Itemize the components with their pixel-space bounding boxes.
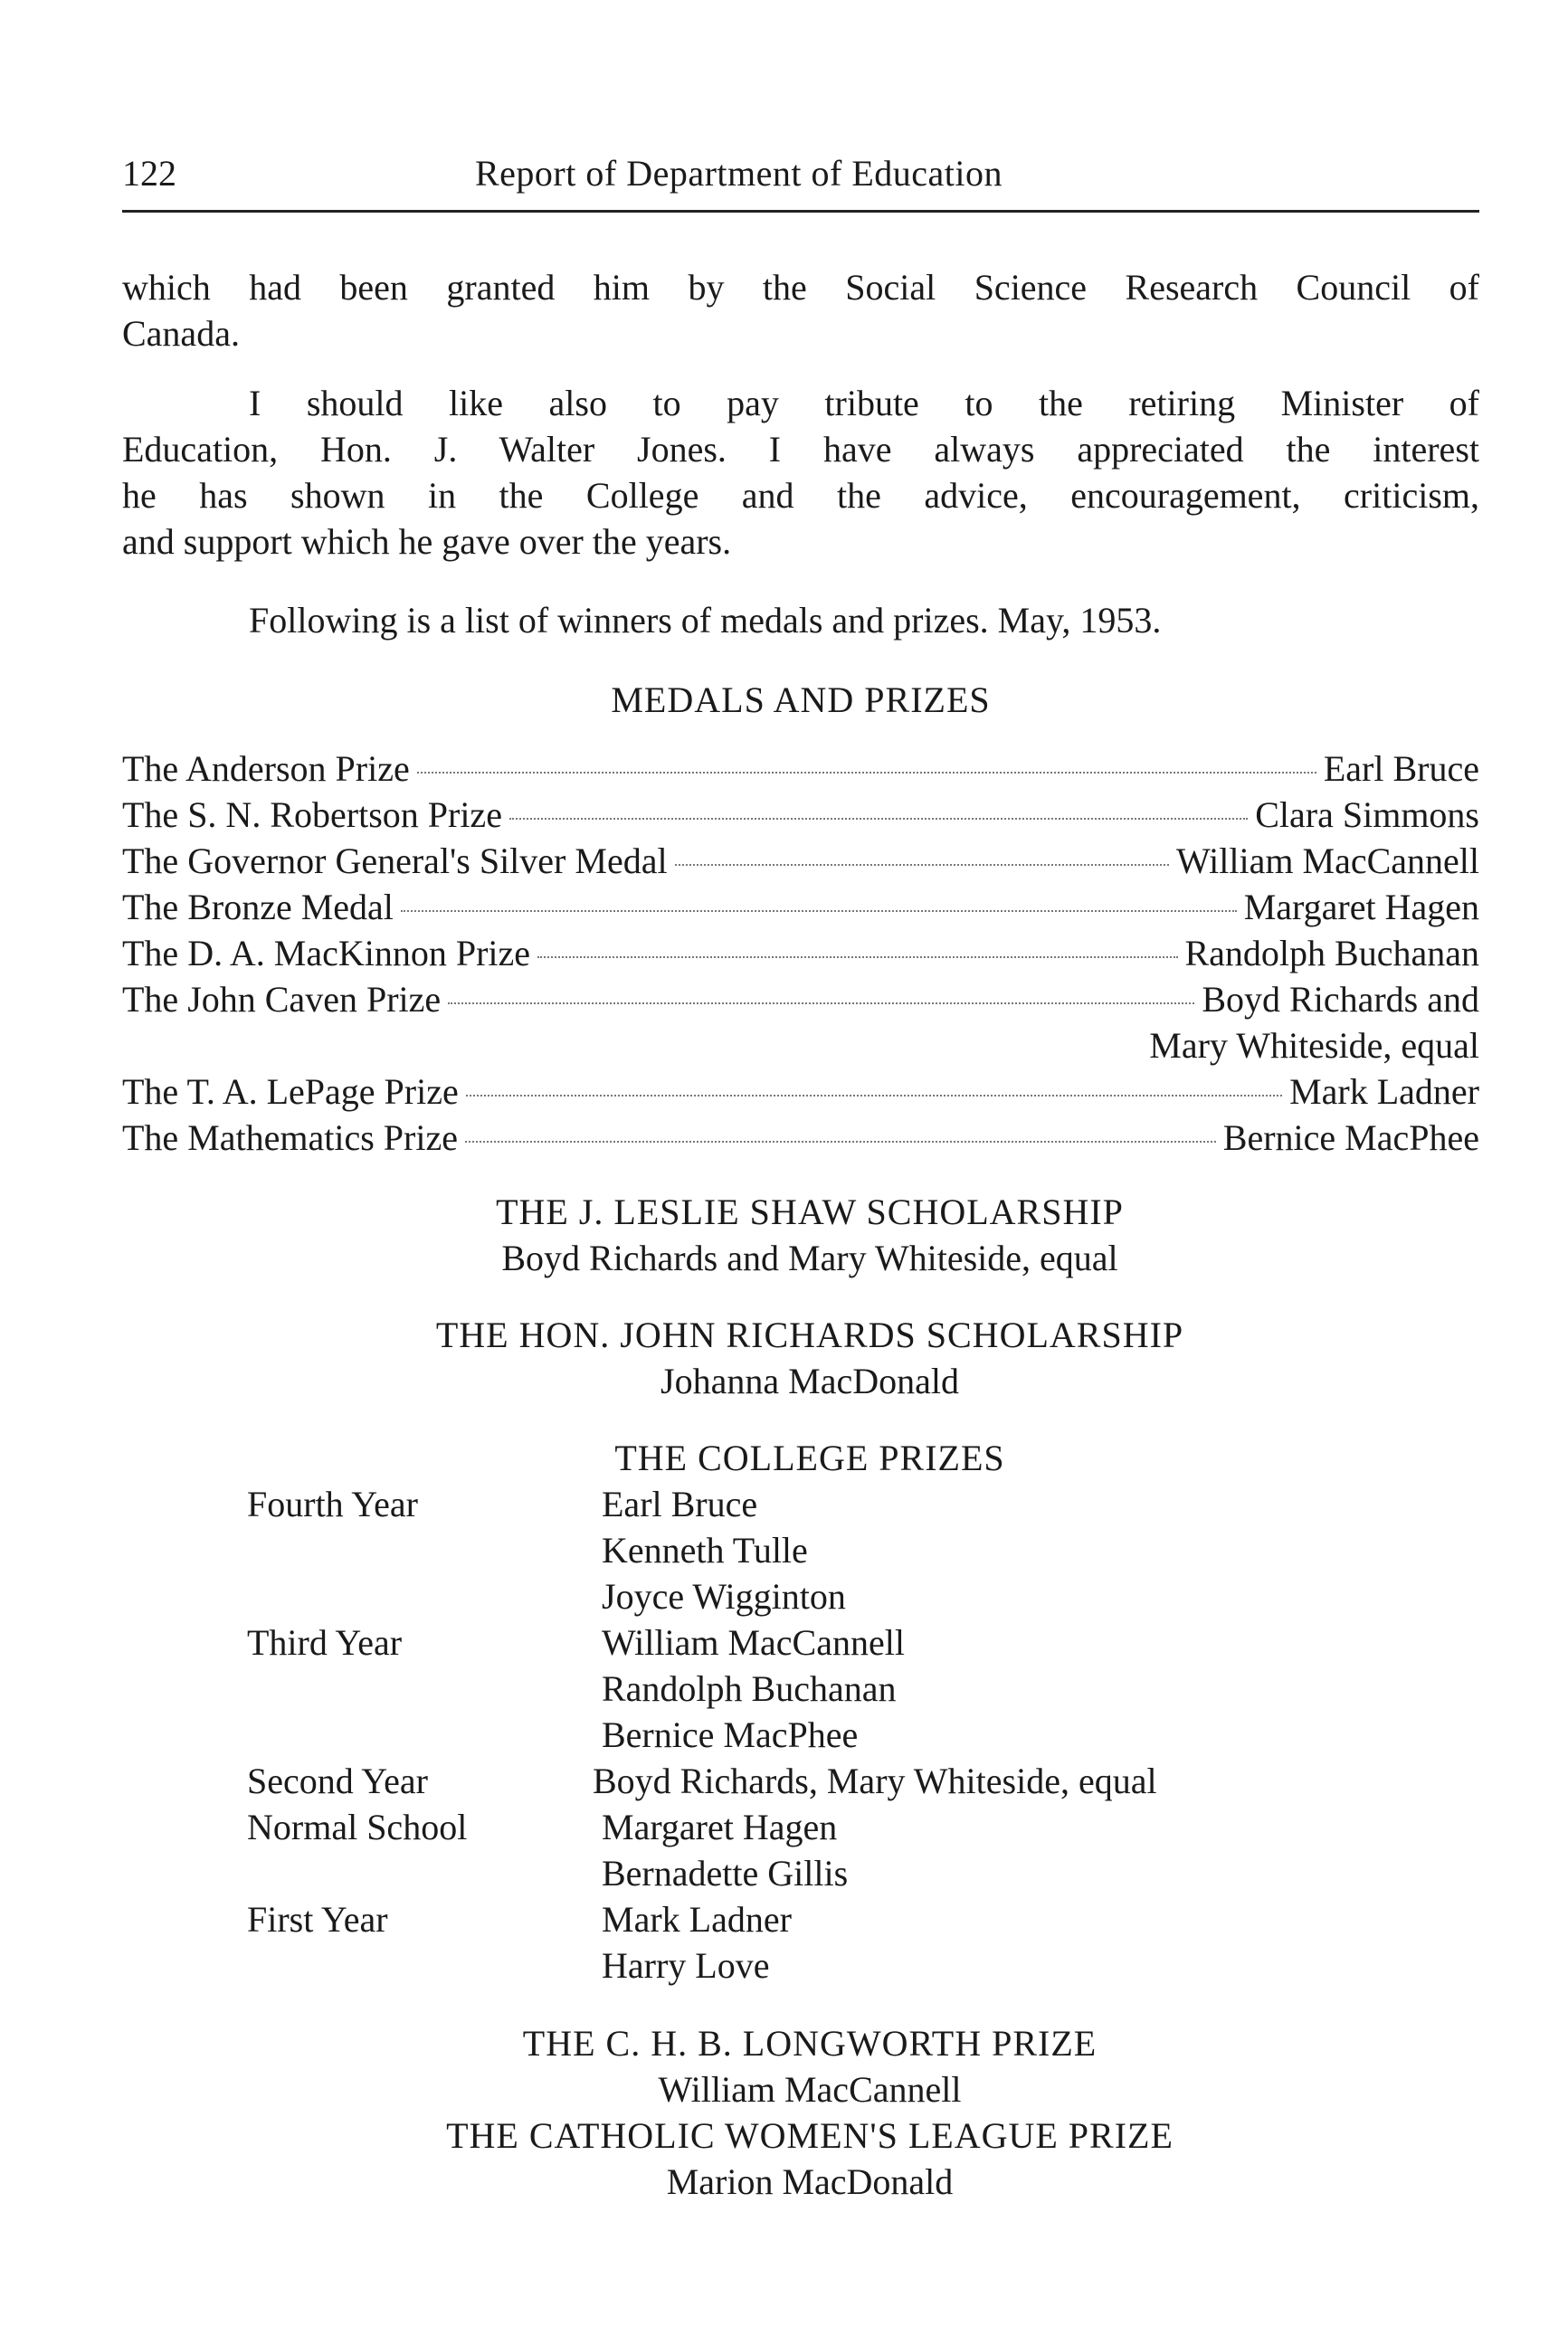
prize-winner: Randolph Buchanan: [1184, 933, 1479, 973]
paragraph-line: which had been granted him by the Social Science Research Council of: [122, 267, 1479, 308]
year-label: First Year: [247, 1899, 388, 1940]
prize-name: The Bronze Medal: [122, 887, 394, 927]
page-number: 122: [122, 153, 176, 194]
prize-row: [122, 1116, 1479, 1163]
winner-name: Bernice MacPhee: [602, 1714, 859, 1755]
winner-name: Joyce Wigginton: [602, 1576, 846, 1617]
year-label: Second Year: [247, 1761, 428, 1801]
winner-name: Harry Love: [602, 1945, 770, 1986]
year-names: [602, 1896, 792, 1989]
prize-winner: Mark Ladner: [1289, 1071, 1479, 1112]
dot-leader: [509, 817, 1248, 820]
dot-leader: [417, 771, 1316, 774]
paragraph-2: [122, 380, 1479, 565]
year-names: [602, 1804, 848, 1896]
year-label: Normal School: [247, 1807, 468, 1847]
year-names: [602, 1481, 846, 1619]
cwl-prize-title: THE CATHOLIC WOMEN'S LEAGUE PRIZE: [446, 2115, 1174, 2156]
winner-name: Margaret Hagen: [602, 1807, 838, 1847]
paragraph-line: Canada.: [122, 313, 240, 354]
page-header: [122, 152, 1479, 206]
prize-winner: Margaret Hagen: [1243, 887, 1479, 927]
prize-winner: Bernice MacPhee: [1222, 1117, 1479, 1158]
paragraph-line: Following is a list of winners of medals and prizes. May, 1953.: [249, 600, 1162, 641]
prize-row: [122, 747, 1479, 793]
dot-leader: [448, 1002, 1194, 1004]
winner-name: Kenneth Tulle: [602, 1530, 808, 1571]
dot-leader: [675, 863, 1169, 866]
paragraph-line: and support which he gave over the years.: [122, 521, 732, 562]
shaw-scholarship-winner: Boyd Richards and Mary Whiteside, equal: [501, 1238, 1118, 1278]
prize-name: The D. A. MacKinnon Prize: [122, 933, 531, 973]
paragraph-line: he has shown in the College and the advice, encouragement, criticism,: [122, 475, 1479, 516]
year-label: Third Year: [247, 1622, 403, 1663]
dot-leader: [465, 1140, 1216, 1143]
dot-leader: [466, 1094, 1282, 1097]
prize-name: The T. A. LePage Prize: [122, 1071, 459, 1112]
prize-row: [122, 840, 1479, 886]
prize-name: The Anderson Prize: [122, 748, 410, 789]
richards-scholarship-winner: Johanna MacDonald: [660, 1361, 959, 1401]
medals-heading: MEDALS AND PRIZES: [611, 679, 991, 720]
winner-name: Boyd Richards, Mary Whiteside, equal: [593, 1761, 1157, 1801]
year-names: [602, 1619, 905, 1758]
prize-name: The S. N. Robertson Prize: [122, 794, 502, 835]
prize-row: [122, 793, 1479, 840]
prize-name: The Mathematics Prize: [122, 1117, 458, 1158]
year-label: Fourth Year: [247, 1484, 418, 1524]
cwl-prize-winner: Marion MacDonald: [666, 2161, 954, 2202]
prize-name: The John Caven Prize: [122, 979, 442, 1020]
prize-row: [122, 1070, 1479, 1116]
prize-winner: William MacCannell: [1176, 840, 1479, 881]
winner-name: William MacCannell: [602, 1622, 905, 1663]
dot-leader: [401, 909, 1237, 912]
medals-list: [122, 747, 1479, 1163]
paragraph-line: Education, Hon. J. Walter Jones. I have always appreciated the interest: [122, 429, 1479, 470]
longworth-prize-title: THE C. H. B. LONGWORTH PRIZE: [522, 2023, 1098, 2064]
longworth-prize-winner: William MacCannell: [658, 2069, 962, 2110]
winner-name: Bernadette Gillis: [602, 1853, 849, 1894]
prize-row: [122, 932, 1479, 978]
paragraph-3: [122, 597, 1479, 643]
winner-name: Mark Ladner: [602, 1899, 792, 1940]
year-names: [593, 1758, 1157, 1804]
prize-winner: Boyd Richards and: [1202, 979, 1479, 1020]
prize-row: [122, 886, 1479, 932]
winner-name: Earl Bruce: [602, 1484, 758, 1524]
prize-winner: Earl Bruce: [1323, 748, 1479, 789]
richards-scholarship-title: THE HON. JOHN RICHARDS SCHOLARSHIP: [435, 1315, 1184, 1355]
paragraph-1: [122, 264, 1479, 356]
paragraph-line: I should like also to pay tribute to the retiring Minister of: [249, 383, 1479, 423]
shaw-scholarship-title: THE J. LESLIE SHAW SCHOLARSHIP: [496, 1191, 1124, 1232]
prize-winner: Clara Simmons: [1255, 794, 1479, 835]
prize-winner-continued: Mary Whiteside, equal: [1149, 1025, 1479, 1066]
winner-name: Randolph Buchanan: [602, 1668, 897, 1709]
prize-row: [122, 978, 1479, 1024]
prize-name: The Governor General's Silver Medal: [122, 840, 668, 881]
dot-leader: [537, 955, 1177, 958]
header-rule: [122, 210, 1479, 213]
college-prizes-title: THE COLLEGE PRIZES: [614, 1438, 1005, 1478]
running-title: Report of Department of Education: [475, 153, 1003, 194]
